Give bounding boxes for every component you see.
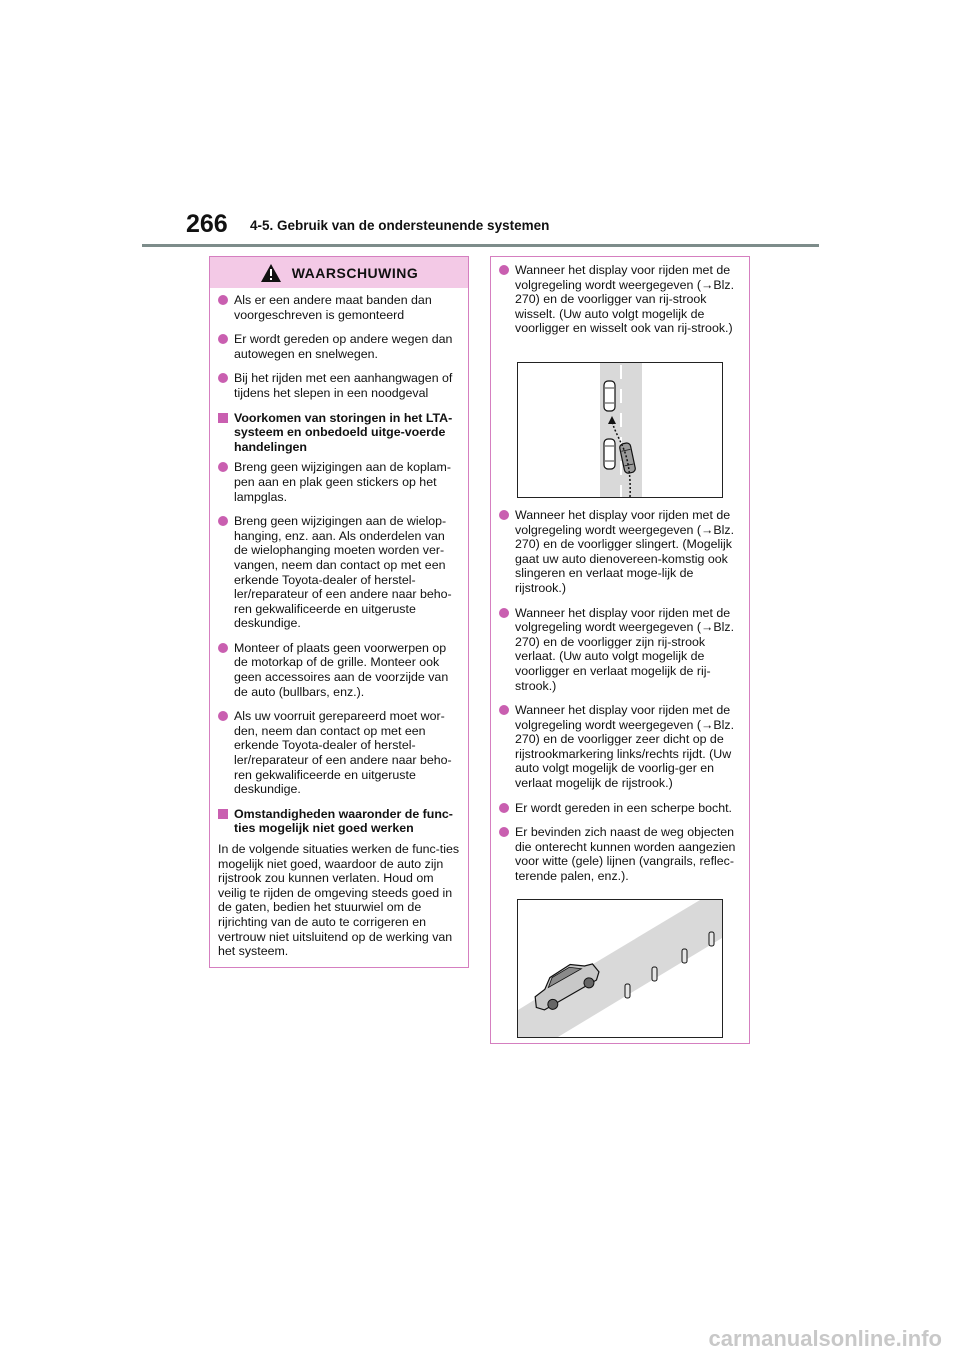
bullet-icon bbox=[499, 803, 509, 813]
reflector-posts-illustration bbox=[517, 899, 723, 1038]
square-bullet-icon bbox=[218, 413, 228, 423]
bullet-icon bbox=[499, 608, 509, 618]
list-item: Monteer of plaats geen voorwerpen op de motorkap of de grille. Monteer ook geen accessoires aan de voorzijde van de auto (bullbars, enz.). bbox=[218, 641, 460, 699]
warning-content bbox=[210, 288, 468, 959]
bullet-icon bbox=[499, 510, 509, 520]
bullet-icon bbox=[218, 295, 228, 305]
list-item: Wanneer het display voor rijden met de volgregeling wordt weergegeven (→Blz. 270) en de voorligger slingert. (Mogelijk gaat uw auto dienovereen-komstig ook slingeren en verlaat moge-lijk de rijstrook.) bbox=[499, 508, 741, 596]
list-item: Wanneer het display voor rijden met de volgregeling wordt weergegeven (→Blz. 270) en de voorligger zijn rij-strook verlaat. (Uw auto volgt mogelijk de voorligger en verlaat mogelijk de rij-strook.) bbox=[499, 606, 741, 694]
bullet-icon bbox=[499, 827, 509, 837]
lane-change-illustration bbox=[517, 362, 723, 498]
bullet-icon bbox=[218, 516, 228, 526]
warning-content-continued bbox=[491, 257, 749, 884]
bullet-icon bbox=[218, 334, 228, 344]
section-title: 4-5. Gebruik van de ondersteunende systemen bbox=[250, 218, 550, 233]
bullet-icon bbox=[218, 643, 228, 653]
bullet-icon bbox=[499, 705, 509, 715]
paragraph: In de volgende situaties werken de func-ties mogelijk niet goed, waardoor de auto zijn rijstrook zou kunnen verlaten. Houd om veilig te rijden de omgeving steeds goed in de gaten, bedien het stuurwiel om de rijrichting van de auto te corrigeren en vertrouw niet uitsluitend op de werking van het systeem. bbox=[218, 842, 460, 959]
list-item: Breng geen wijzigingen aan de wielop-hanging, enz. aan. Als onderdelen van de wielophanging moeten worden ver-vangen, neem dan contact op met een erkende Toyota-dealer of herstel-ler/reparateur of een andere naar beho-ren gekwalificeerde en uitgeruste deskundige. bbox=[218, 514, 460, 631]
list-item: Er bevinden zich naast de weg objecten die onterecht kunnen worden aangezien voor witte (gele) lijnen (vangrails, reflec-terende palen, enz.). bbox=[499, 825, 741, 883]
list-item: Breng geen wijzigingen aan de koplam-pen aan en plak geen stickers op het lampglas. bbox=[218, 460, 460, 504]
bullet-icon bbox=[218, 462, 228, 472]
reflector-posts-drawing bbox=[518, 900, 722, 1037]
subheading: Voorkomen van storingen in het LTA-systeem en onbedoeld uitge-voerde handelingen bbox=[218, 411, 460, 455]
warning-header bbox=[210, 257, 468, 288]
list-item: Als uw voorruit gerepareerd moet wor-den, neem dan contact op met een erkende Toyota-dealer of herstel-ler/reparateur of een andere naar beho-ren gekwalificeerde en uitgeruste deskundige. bbox=[218, 709, 460, 797]
list-item: Er wordt gereden op andere wegen dan autowegen en snelwegen. bbox=[218, 332, 460, 361]
page-number: 266 bbox=[186, 210, 228, 238]
bullet-icon bbox=[218, 373, 228, 383]
warning-box bbox=[209, 256, 469, 968]
list-item: Bij het rijden met een aanhangwagen of tijdens het slepen in een noodgeval bbox=[218, 371, 460, 400]
list-item: Er wordt gereden in een scherpe bocht. bbox=[499, 801, 741, 816]
subheading: Omstandigheden waaronder de func-ties mogelijk niet goed werken bbox=[218, 807, 460, 836]
bullet-icon bbox=[499, 265, 509, 275]
bullet-icon bbox=[218, 711, 228, 721]
lane-change-drawing bbox=[518, 363, 722, 497]
square-bullet-icon bbox=[218, 809, 228, 819]
header-rule bbox=[142, 244, 819, 247]
watermark: carmanualsonline.info bbox=[708, 1326, 942, 1351]
warning-title: WAARSCHUWING bbox=[291, 264, 419, 281]
warning-triangle-icon bbox=[260, 263, 282, 283]
list-item: Als er een andere maat banden dan voorgeschreven is gemonteerd bbox=[218, 293, 460, 322]
list-item: Wanneer het display voor rijden met de volgregeling wordt weergegeven (→Blz. 270) en de voorligger zeer dicht op de rijstrookmarkering links/rechts rijdt. (Uw auto volgt mogelijk de voorlig-ger en verlaat mogelijk de rijstrook.) bbox=[499, 703, 741, 791]
list-item: Wanneer het display voor rijden met de volgregeling wordt weergegeven (→Blz. 270) en de voorligger van rij-strook wisselt. (Uw auto volgt mogelijk de voorligger en wisselt ook van rij-strook.) bbox=[499, 263, 741, 336]
